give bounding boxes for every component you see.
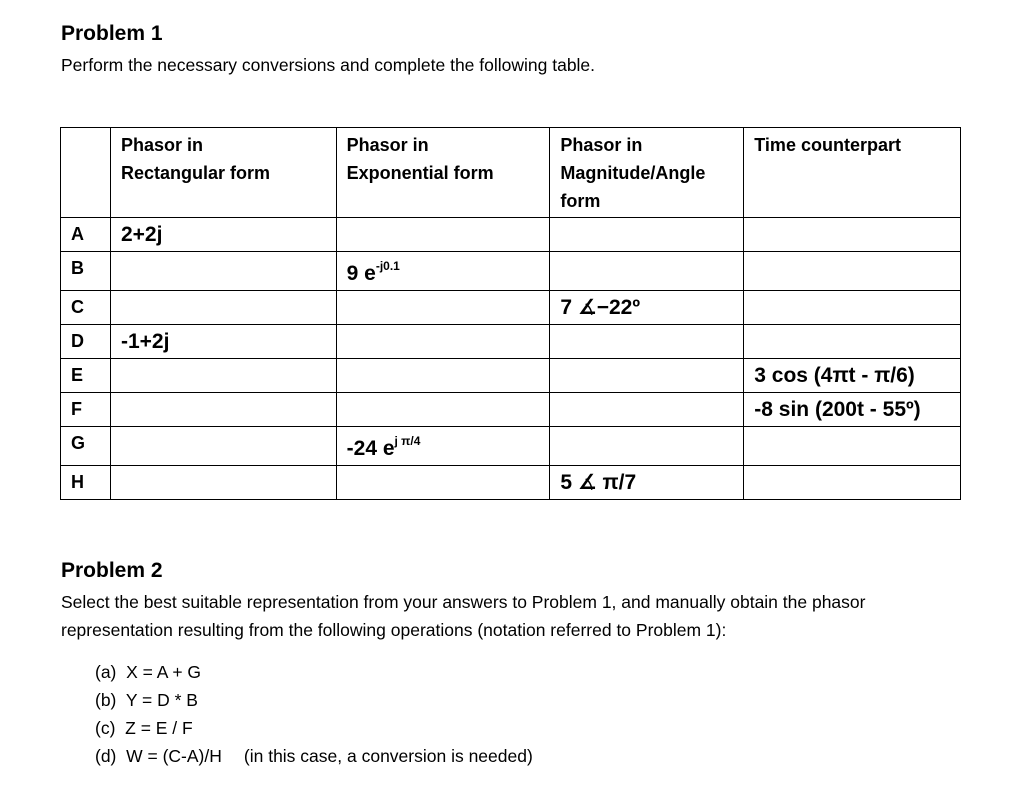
table-row	[61, 252, 961, 291]
rect-cell	[110, 359, 336, 393]
rect-cell	[110, 466, 336, 500]
row-label: A	[61, 218, 111, 252]
row-label: H	[61, 466, 111, 500]
time-cell	[744, 291, 961, 325]
list-item: (b) Y = D * B	[95, 690, 198, 710]
list-item: (a) X = A + G	[95, 662, 202, 682]
header-magnitude-angle: Phasor in Magnitude/Angle form	[550, 128, 744, 218]
table-row	[61, 427, 961, 466]
mag-cell: 5 ∡ π/7	[550, 466, 744, 500]
table-row	[61, 218, 961, 252]
problem2-heading: Problem 2	[61, 559, 163, 582]
problem1-instruction: Perform the necessary conversions and complete the following table.	[61, 55, 596, 75]
mag-cell: 7 ∡−22º	[550, 291, 744, 325]
table-row	[61, 393, 961, 427]
conversion-table	[60, 127, 961, 500]
mag-cell	[550, 393, 744, 427]
header-time-counterpart: Time counterpart	[744, 128, 961, 218]
operation-note: (in this case, a conversion is needed)	[243, 746, 533, 766]
row-label: G	[61, 427, 111, 466]
exp-cell: 9 $e^{-j0.1}$	[336, 252, 550, 291]
mag-cell	[550, 252, 744, 291]
header-rectangular: Phasor in Rectangular form	[110, 128, 336, 218]
time-cell	[744, 252, 961, 291]
table-row	[61, 466, 961, 500]
exp-cell	[336, 325, 550, 359]
exp-cell	[336, 393, 550, 427]
list-item: (c) Z = E / F	[95, 718, 193, 738]
table-row	[61, 359, 961, 393]
rect-cell	[110, 291, 336, 325]
problem2-instruction-line2: representation resulting from the following operations (notation referred to Problem 1):	[61, 620, 727, 640]
rect-cell	[110, 427, 336, 466]
mag-cell	[550, 427, 744, 466]
row-label: F	[61, 393, 111, 427]
rect-cell	[110, 393, 336, 427]
mag-cell	[550, 359, 744, 393]
table-row	[61, 291, 961, 325]
mag-cell	[550, 325, 744, 359]
operations-list	[95, 658, 533, 770]
time-cell: -8 sin (200t - 55º)	[744, 393, 961, 427]
row-label: E	[61, 359, 111, 393]
exp-cell	[336, 218, 550, 252]
time-cell	[744, 427, 961, 466]
exp-cell	[336, 291, 550, 325]
time-cell	[744, 218, 961, 252]
header-exponential: Phasor in Exponential form	[336, 128, 550, 218]
table-header-row	[61, 128, 961, 218]
table-row	[61, 325, 961, 359]
row-label: C	[61, 291, 111, 325]
row-label: D	[61, 325, 111, 359]
problem2-instruction-line1: Select the best suitable representation from your answers to Problem 1, and manually obtain the phasor	[61, 592, 866, 612]
time-cell	[744, 325, 961, 359]
rect-cell: -1+2j	[110, 325, 336, 359]
exp-cell	[336, 466, 550, 500]
exp-cell: -24 $e^{j \pi/4}$	[336, 427, 550, 466]
rect-cell	[110, 252, 336, 291]
rect-cell: 2+2j	[110, 218, 336, 252]
header-corner	[61, 128, 111, 218]
time-cell: 3 cos (4πt - π/6)	[744, 359, 961, 393]
mag-cell	[550, 218, 744, 252]
exp-cell	[336, 359, 550, 393]
problem1-heading: Problem 1	[61, 22, 163, 45]
row-label: B	[61, 252, 111, 291]
list-item: (d) W = (C-A)/H (in this case, a conversion is needed)	[95, 746, 533, 766]
time-cell	[744, 466, 961, 500]
